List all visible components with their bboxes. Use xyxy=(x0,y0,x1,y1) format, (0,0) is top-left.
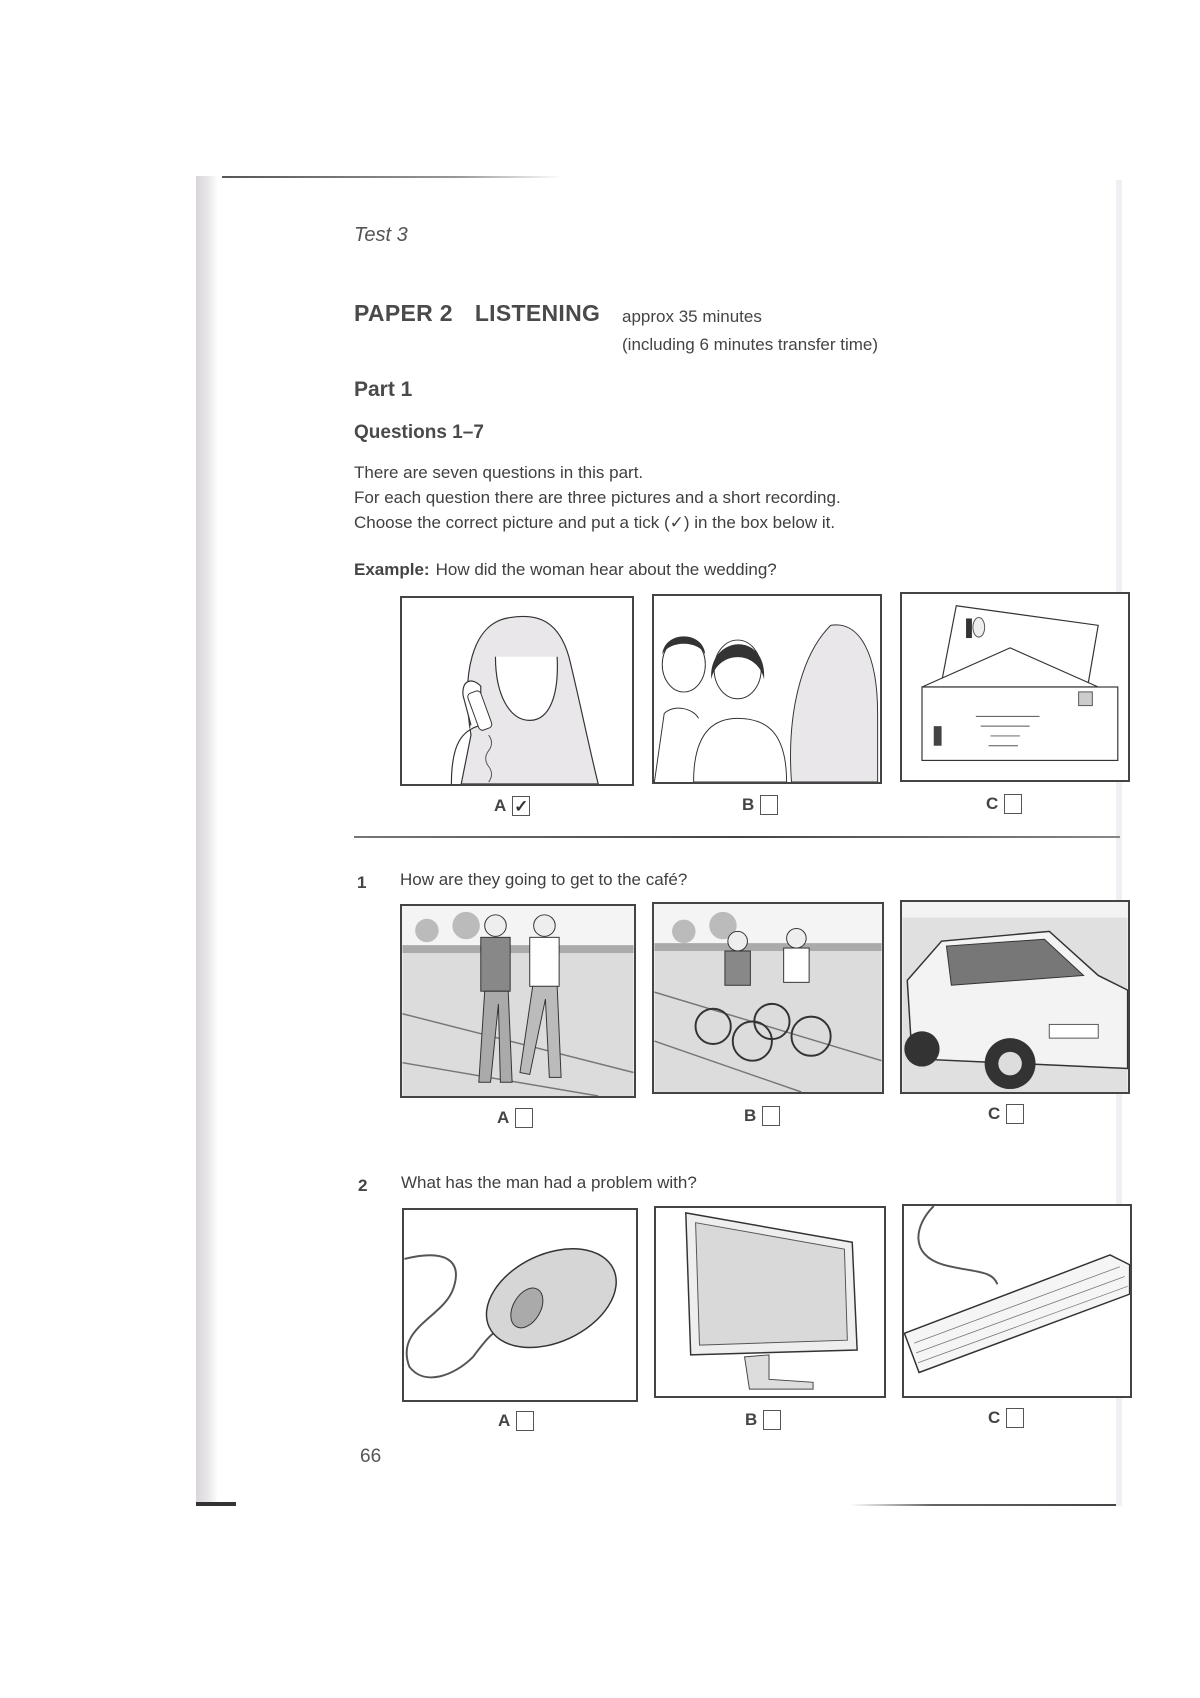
instruction-line: For each question there are three pictures and a short recording. xyxy=(354,488,841,507)
cycling-illustration xyxy=(654,904,882,1092)
option-letter: A xyxy=(498,1411,511,1430)
option-letter: B xyxy=(742,795,755,814)
tick-box[interactable] xyxy=(1006,1408,1024,1428)
tick-box[interactable] xyxy=(1006,1104,1024,1124)
walking-illustration xyxy=(402,906,634,1096)
example-separator xyxy=(354,836,1120,838)
example-picture-c-invitation xyxy=(900,592,1130,782)
invitation-envelope-illustration xyxy=(902,594,1128,780)
example-label: Example: xyxy=(354,560,430,579)
car-illustration xyxy=(902,902,1128,1092)
tick-box[interactable] xyxy=(515,1108,533,1128)
q1-picture-a-walking xyxy=(400,904,636,1098)
question-text: What has the man had a problem with? xyxy=(401,1173,697,1192)
tick-box[interactable] xyxy=(763,1410,781,1430)
q1-option-b[interactable] xyxy=(744,1106,780,1126)
tick-box[interactable] xyxy=(762,1106,780,1126)
example-question xyxy=(354,560,777,580)
paper-section: LISTENING xyxy=(474,300,601,326)
question-number: 2 xyxy=(358,1176,368,1195)
duration-line-2: (including 6 minutes transfer time) xyxy=(622,335,879,354)
option-letter: C xyxy=(988,1408,1001,1427)
example-picture-b-talking xyxy=(652,594,882,784)
option-letter: A xyxy=(497,1108,510,1127)
example-picture-a-phone xyxy=(400,596,634,786)
paper-title xyxy=(354,300,600,327)
example-option-a[interactable] xyxy=(494,796,530,816)
example-question-text: How did the woman hear about the wedding? xyxy=(435,560,777,579)
tick-box[interactable] xyxy=(516,1411,534,1431)
q2-option-b[interactable] xyxy=(745,1410,781,1430)
option-letter: C xyxy=(986,794,999,813)
option-letter: C xyxy=(988,1104,1001,1123)
duration-line-1: approx 35 minutes xyxy=(622,307,762,326)
option-letter: A xyxy=(494,796,507,815)
top-rule xyxy=(222,176,562,178)
page-corner xyxy=(196,1502,236,1506)
mouse-illustration xyxy=(404,1210,636,1400)
example-option-c[interactable] xyxy=(986,794,1022,814)
option-letter: B xyxy=(744,1106,757,1125)
q2-picture-c-keyboard xyxy=(902,1204,1132,1398)
q2-picture-b-monitor xyxy=(654,1206,886,1398)
tick-box[interactable] xyxy=(1004,794,1022,814)
q2-option-a[interactable] xyxy=(498,1411,534,1431)
duration xyxy=(622,303,878,359)
q1-option-c[interactable] xyxy=(988,1104,1024,1124)
part-title: Part 1 xyxy=(354,378,413,401)
bottom-rule xyxy=(850,1504,1120,1506)
woman-phone-illustration xyxy=(402,598,632,784)
page-number: 66 xyxy=(360,1446,382,1467)
page-binding-shadow xyxy=(196,176,218,1506)
people-talking-illustration xyxy=(654,596,880,782)
instructions xyxy=(354,460,841,535)
questions-range: Questions 1–7 xyxy=(354,422,484,443)
instruction-line: Choose the correct picture and put a tick (✓) in the box below it. xyxy=(354,513,836,532)
instruction-line: There are seven questions in this part. xyxy=(354,463,644,482)
question-text: How are they going to get to the café? xyxy=(400,870,688,889)
q1-picture-c-car xyxy=(900,900,1130,1094)
q2-option-c[interactable] xyxy=(988,1408,1024,1428)
tick-box[interactable] xyxy=(760,795,778,815)
keyboard-illustration xyxy=(904,1206,1130,1396)
monitor-illustration xyxy=(656,1208,884,1396)
option-letter: B xyxy=(745,1410,758,1429)
q1-picture-b-cycling xyxy=(652,902,884,1094)
q1-option-a[interactable] xyxy=(497,1108,533,1128)
question-number: 1 xyxy=(357,873,367,892)
q2-picture-a-mouse xyxy=(402,1208,638,1402)
example-option-b[interactable] xyxy=(742,795,778,815)
paper-number: PAPER 2 xyxy=(354,300,453,326)
test-label: Test 3 xyxy=(354,224,408,246)
tick-box-checked[interactable]: ✓ xyxy=(514,796,529,816)
